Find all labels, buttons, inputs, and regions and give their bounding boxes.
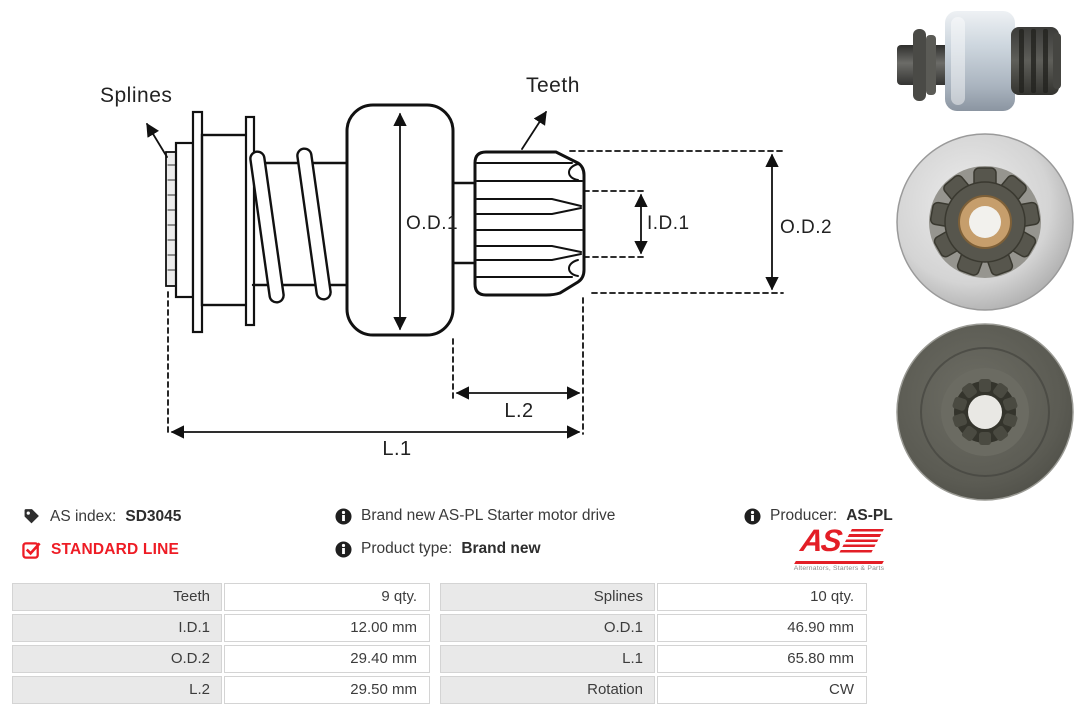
spec-value: 29.40 mm (224, 645, 430, 673)
info-icon (744, 508, 761, 525)
spec-value: 65.80 mm (657, 645, 867, 673)
producer-value: AS-PL (846, 507, 893, 524)
product-type-label: Product type: (361, 540, 453, 557)
label-l2: L.2 (504, 400, 534, 422)
front-view-image (895, 132, 1075, 312)
product-photo-side-view[interactable] (893, 5, 1073, 117)
spec-label: L.2 (12, 676, 222, 704)
standard-line-text: STANDARD LINE (51, 541, 180, 558)
producer-label: Producer: (770, 507, 838, 524)
label-od1: O.D.1 (406, 213, 459, 234)
description-text: Brand new AS-PL Starter motor drive (361, 507, 616, 524)
product-photo-front-view[interactable] (895, 132, 1075, 312)
spec-label: Teeth (12, 583, 222, 611)
spec-value: 46.90 mm (657, 614, 867, 642)
rear-view-image (895, 322, 1075, 502)
spec-table-left (12, 583, 430, 704)
standard-line-field (22, 540, 179, 560)
spec-value: 12.00 mm (224, 614, 430, 642)
as-index-value: SD3045 (125, 507, 182, 525)
label-l1: L.1 (382, 438, 412, 460)
spec-value: 29.50 mm (224, 676, 430, 704)
spec-label: O.D.2 (12, 645, 222, 673)
tag-icon (22, 507, 41, 526)
as-index-field (22, 507, 181, 526)
as-index-label: AS index: (50, 507, 117, 525)
logo-stripes (838, 529, 884, 555)
label-od2: O.D.2 (780, 217, 833, 238)
product-type-field (335, 540, 541, 558)
spec-value: 9 qty. (224, 583, 430, 611)
logo-text: AS (798, 523, 843, 558)
spec-table-right (440, 583, 867, 704)
description-field (335, 507, 615, 525)
spec-value: CW (657, 676, 867, 704)
spec-label: I.D.1 (12, 614, 222, 642)
spec-label: Rotation (440, 676, 655, 704)
label-id1: I.D.1 (647, 213, 690, 234)
label-splines: Splines (100, 84, 173, 107)
info-icon (335, 541, 352, 558)
logo-tagline: Alternators, Starters & Parts (793, 565, 885, 572)
label-teeth: Teeth (526, 74, 580, 97)
as-pl-logo (787, 523, 891, 572)
spec-label: L.1 (440, 645, 655, 673)
checkbox-checked-icon (22, 540, 42, 560)
spec-label: O.D.1 (440, 614, 655, 642)
spec-value: 10 qty. (657, 583, 867, 611)
product-photo-rear-view[interactable] (895, 322, 1075, 502)
info-icon (335, 508, 352, 525)
logo-underline (794, 561, 884, 564)
spec-label: Splines (440, 583, 655, 611)
product-type-value: Brand new (461, 540, 541, 557)
side-view-image (893, 5, 1073, 117)
